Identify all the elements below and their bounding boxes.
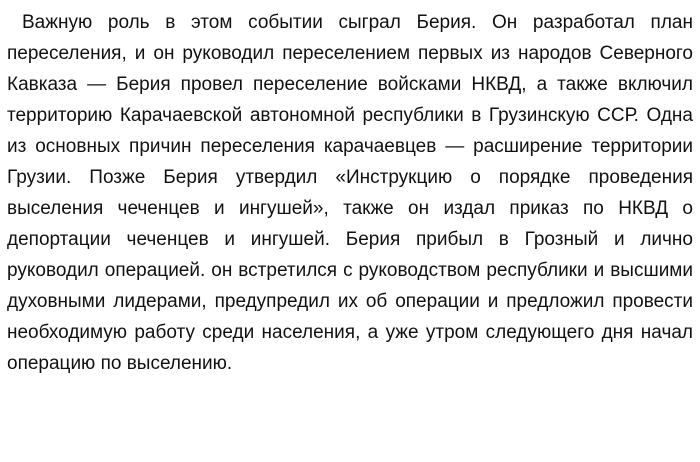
body-paragraph: Важную роль в этом событии сыграл Берия. Он разработал план переселения, и он руководил переселением первых из народов Северного Кавказа — Берия провел переселение войсками НКВД, а также включил территорию Карачаевской автономной республики в Грузинскую ССР. Одна из основных причин переселения карачаевцев — расширение территории Грузии. Позже Берия утвердил «Инструкцию о порядке проведения выселения чеченцев и ингушей», также он издал приказ по НКВД о депортации чеченцев и ингушей. Берия прибыл в Грозный и лично руководил операцией. он встретился с руководством республики и высшими духовными лидерами, предупредил их об операции и предложил провести необходимую работу среди населения, а уже утром следующего дня начал операцию по выселению. xyxy=(7,12,693,374)
